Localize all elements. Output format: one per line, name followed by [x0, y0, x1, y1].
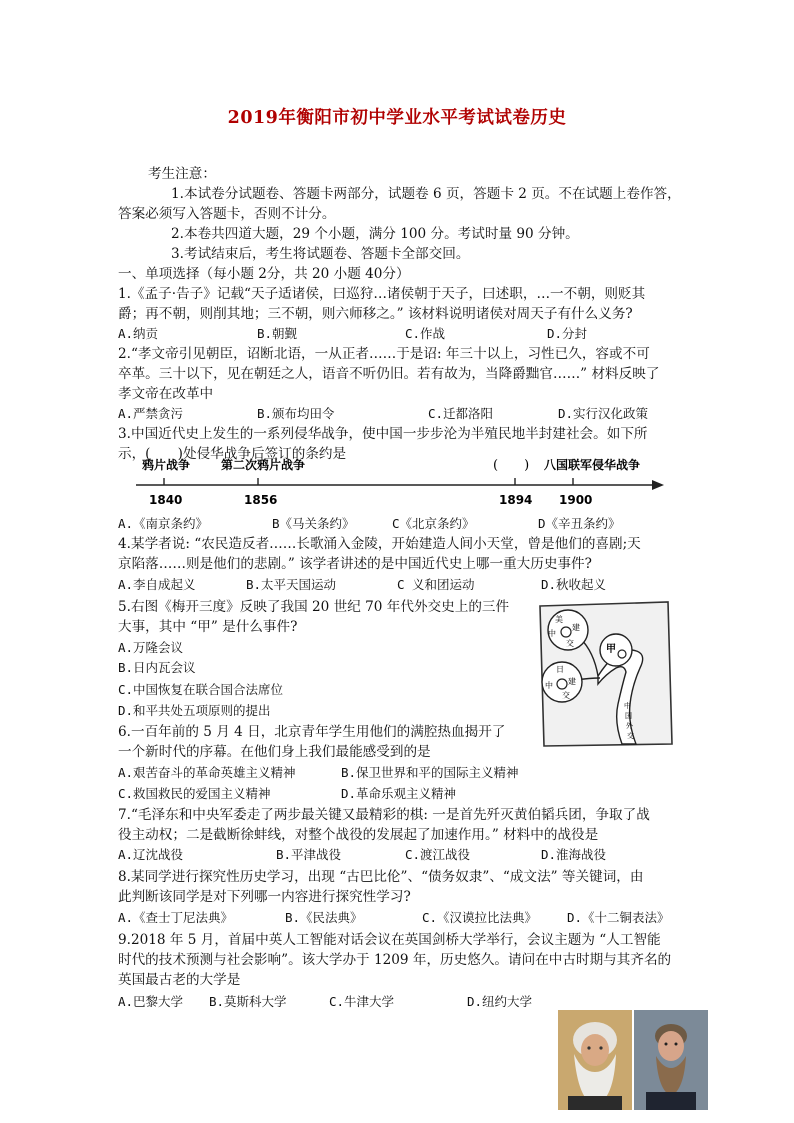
question-text: 卒革。三十以下，见在朝廷之人，语音不听仍旧。若有故为，当降爵黜官……” 材料反映了: [118, 366, 660, 382]
option-b: B.颁布均田令: [257, 406, 335, 421]
flower-jia: [600, 634, 632, 666]
question-text: 9.2018 年 5 月，首届中英人工智能对话会议在英国剑桥大学举行，会议主题为 “人工智能: [118, 932, 661, 948]
option-b: B.太平天国运动: [246, 577, 337, 592]
option-b: B.朝觐: [257, 326, 298, 341]
option-a: A.严禁贪污: [118, 406, 184, 421]
option-d: D.和平共处五项原则的提出: [118, 703, 271, 718]
question-text: 8.某同学进行探究性历史学习，出现 “古巴比伦”、“债务奴隶”、“成文法” 等关键词，由: [118, 869, 644, 885]
option-c: C《北京条约》: [392, 516, 475, 531]
option-a: A.巴黎大学: [118, 994, 184, 1009]
option-b: B.平津战役: [276, 847, 342, 862]
timeline-label-eight-nation: 八国联军侵华战争: [544, 458, 641, 472]
question-text: 爵；再不朝，则削其地；三不朝，则六师移之。” 该材料说明诸侯对周天子有什么义务?: [118, 306, 633, 322]
option-b: B.《民法典》: [285, 910, 363, 925]
question-text: 3.中国近代史上发生的一系列侵华战争，使中国一步步沦为半殖民地半封建社会。如下所: [118, 426, 648, 442]
option-d: D.《十二铜表法》: [567, 910, 670, 925]
flower-japan-china: [542, 662, 582, 702]
svg-text:中: 中: [548, 629, 556, 638]
option-c: C.渡江战役: [405, 847, 471, 862]
option-a: A.李自成起义: [118, 577, 196, 592]
option-a: A.辽沈战役: [118, 847, 184, 862]
svg-text:建: 建: [572, 623, 580, 632]
question-text: 4.某学者说: “农民造反者……长歌涌入金陵，开始建造人间小天堂，曾是他们的喜剧;天: [118, 536, 641, 552]
question-text: 一个新时代的序幕。在他们身上我们最能感受到的是: [118, 744, 431, 760]
notice-line: 2.本卷共四道大题，29 个小题，满分 100 分。考试时量 90 分钟。: [171, 226, 579, 242]
notice-line: 答案必须写入答题卡，否则不计分。: [118, 206, 336, 222]
option-a: A.艰苦奋斗的革命英雄主义精神: [118, 765, 296, 780]
flower-us-china: [548, 610, 588, 650]
section-heading: 一、单项选择（每小题 2分，共 20 小题 40分）: [118, 266, 410, 282]
question-text: 示，( )处侵华战争后签订的条约是: [118, 446, 347, 462]
question-text: 6.一百年前的 5 月 4 日，北京青年学生用他们的满腔热血揭开了: [118, 724, 506, 740]
option-d: D.实行汉化政策: [558, 406, 649, 421]
option-a: A.万隆会议: [118, 640, 184, 655]
page-title: 2019年衡阳市初中学业水平考试试卷历史: [227, 108, 567, 128]
option-d: D.革命乐观主义精神: [341, 786, 457, 801]
question-text: 英国最古老的大学是: [118, 972, 241, 988]
option-c: C.救国救民的爱国主义精神: [118, 786, 271, 801]
year-1900: 1900: [559, 493, 593, 507]
portraits-image: [558, 1010, 708, 1110]
option-d: D.淮海战役: [541, 847, 607, 862]
plum-blossom-figure: [536, 600, 676, 748]
notice-heading: 考生注意：: [148, 166, 216, 182]
timeline-label-blank: ( ): [493, 458, 530, 473]
question-text: 1.《孟子·告子》记载“天子适诸侯，曰巡狩…诸侯朝于天子，曰述职，…一不朝，则贬其: [118, 286, 646, 302]
war-timeline: [118, 456, 678, 512]
svg-text:中: 中: [545, 681, 553, 690]
option-d: D.纽约大学: [467, 994, 533, 1009]
option-c: C.《汉谟拉比法典》: [422, 910, 538, 925]
option-c: C.作战: [405, 326, 446, 341]
svg-text:交: 交: [562, 691, 570, 700]
option-d: D.秋收起义: [541, 577, 607, 592]
option-a: A.纳贡: [118, 326, 159, 341]
portrait-left: [568, 1022, 622, 1110]
option-c: C.牛津大学: [329, 994, 395, 1009]
question-text: 役主动权；二是截断徐蚌线，对整个战役的发展起了加速作用。” 材料中的战役是: [118, 827, 599, 843]
year-1894: 1894: [499, 493, 533, 507]
svg-text:美: 美: [555, 615, 563, 624]
timeline-arrow: [652, 480, 664, 490]
svg-text:中: 中: [624, 702, 631, 710]
option-c: C 义和团运动: [397, 577, 475, 592]
option-d: D.分封: [547, 326, 588, 341]
option-c: C.迁都洛阳: [428, 406, 494, 421]
option-b: B.日内瓦会议: [118, 660, 196, 675]
timeline-label-opium-war: 鸦片战争: [142, 458, 191, 472]
notice-line: 1.本试卷分试题卷、答题卡两部分，试题卷 6 页，答题卡 2 页。不在试题上卷作答，: [171, 186, 681, 202]
svg-text:日: 日: [556, 665, 564, 674]
svg-text:交: 交: [627, 732, 634, 740]
svg-text:交: 交: [566, 639, 574, 648]
option-c: C.中国恢复在联合国合法席位: [118, 682, 284, 697]
question-text: 2.“孝文帝引见朝臣，诏断北语，一从正者……于是诏: 年三十以上，习性已久，容或不可: [118, 346, 650, 362]
svg-text:外: 外: [626, 722, 633, 730]
year-1840: 1840: [149, 493, 183, 507]
option-a: A.《查士丁尼法典》: [118, 910, 234, 925]
option-b: B.保卫世界和平的国际主义精神: [341, 765, 519, 780]
question-text: 孝文帝在改革中: [118, 386, 214, 402]
question-text: 京陷落……则是他们的悲剧。” 该学者讲述的是中国近代史上哪一重大历史事件?: [118, 556, 592, 572]
question-text: 5.右图《梅开三度》反映了我国 20 世纪 70 年代外交史上的三件: [118, 599, 510, 615]
option-b: B.莫斯科大学: [209, 994, 287, 1009]
question-text: 7.“毛泽东和中央军委走了两步最关键又最精彩的棋: 一是首先歼灭黄伯韬兵团，争取了战: [118, 807, 650, 823]
option-b: B《马关条约》: [272, 516, 355, 531]
question-text: 时代的技术预测与社会影响”。该大学办于 1209 年，历史悠久。请问在中古时期与其齐名的: [118, 952, 672, 968]
option-d: D《辛丑条约》: [538, 516, 621, 531]
svg-text:建: 建: [568, 677, 576, 686]
year-1856: 1856: [244, 493, 278, 507]
question-text: 大事，其中 “甲” 是什么事件?: [118, 619, 298, 635]
notice-line: 3.考试结束后，考生将试题卷、答题卡全部交回。: [171, 246, 470, 262]
svg-text:国: 国: [625, 712, 632, 720]
question-text: 此判断该同学是对下列哪一内容进行探究性学习?: [118, 889, 411, 905]
timeline-label-second-opium-war: 第二次鸦片战争: [221, 458, 306, 472]
flower-label-jia: 甲: [606, 644, 616, 655]
option-a: A.《南京条约》: [118, 516, 209, 531]
